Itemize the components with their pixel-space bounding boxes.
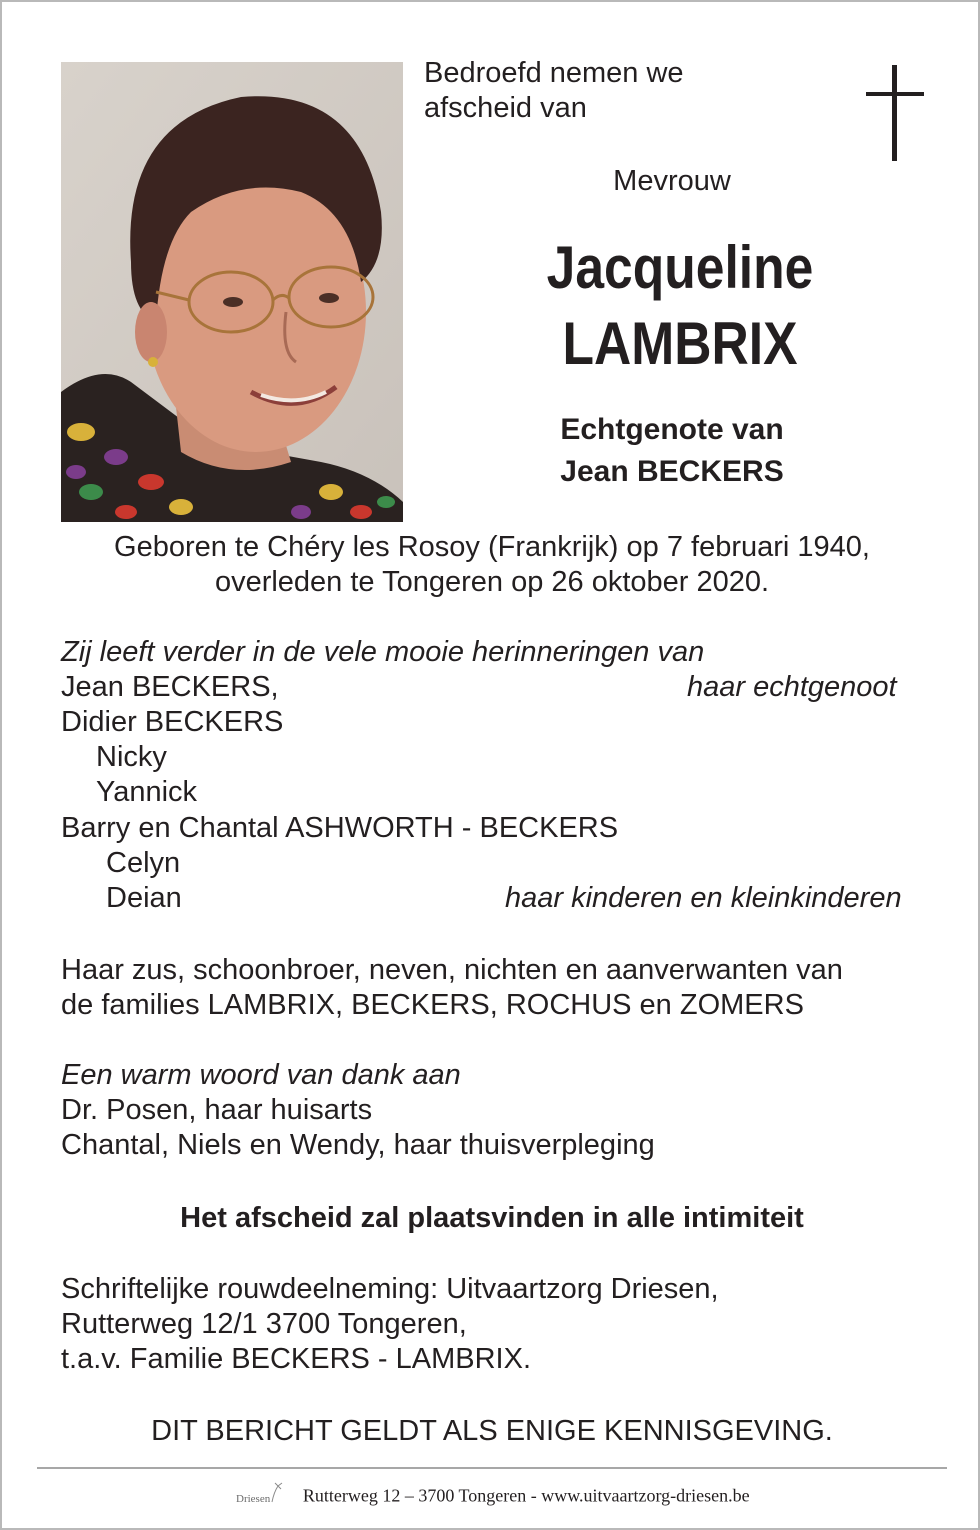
- thanks-line-2: Chantal, Niels en Wendy, haar thuisverpleging: [61, 1129, 655, 1161]
- condolence-line-2: Rutterweg 12/1 3700 Tongeren,: [61, 1308, 467, 1340]
- footer: [2, 1480, 980, 1515]
- relatives-line-2: de families LAMBRIX, BECKERS, ROCHUS en ZOMERS: [61, 989, 804, 1021]
- deceased-last-name: LAMBRIX: [562, 310, 798, 377]
- portrait-photo: [61, 62, 403, 522]
- cross-icon: [866, 65, 924, 161]
- grandchild-1: Nicky: [96, 741, 167, 773]
- portrait-image: [61, 62, 403, 522]
- child-2: Barry en Chantal ASHWORTH - BECKERS: [61, 812, 619, 844]
- husband-role: haar echtgenoot: [687, 671, 897, 703]
- intro-line-2: afscheid van: [424, 92, 587, 124]
- deceased-first-name: Jacqueline: [546, 234, 814, 301]
- salutation: Mevrouw: [613, 165, 731, 197]
- grandchild-3: Celyn: [106, 847, 181, 879]
- condolence-line-1: Schriftelijke rouwdeelneming: Uitvaartzorg Driesen,: [61, 1273, 719, 1305]
- birth-line: Geboren te Chéry les Rosoy (Frankrijk) op 7 februari 1940,: [114, 531, 870, 563]
- death-line: overleden te Tongeren op 26 oktober 2020.: [214, 566, 770, 598]
- intro-line-1: Bedroefd nemen we: [424, 57, 684, 89]
- grandchild-2: Yannick: [96, 776, 198, 808]
- footer-address: Rutterweg 12 – 3700 Tongeren - www.uitvaartzorg-driesen.be: [302, 1485, 750, 1506]
- memories-intro: Zij leeft verder in de vele mooie herinneringen van: [61, 636, 705, 668]
- logo-text: Driesen: [236, 1493, 271, 1505]
- condolence-line-3: t.a.v. Familie BECKERS - LAMBRIX.: [61, 1343, 532, 1375]
- spouse-line-1: Echtgenote van: [560, 413, 784, 446]
- footer-divider: [37, 1467, 947, 1469]
- thanks-intro: Een warm woord van dank aan: [61, 1059, 461, 1091]
- grandchild-4: Deian: [106, 882, 182, 914]
- notice: DIT BERICHT GELDT ALS ENIGE KENNISGEVING.: [151, 1415, 833, 1447]
- children-role: haar kinderen en kleinkinderen: [505, 882, 902, 914]
- relatives-line-1: Haar zus, schoonbroer, neven, nichten en aanverwanten van: [61, 954, 843, 986]
- farewell-statement: Het afscheid zal plaatsvinden in alle intimiteit: [180, 1202, 804, 1234]
- funeral-home-logo: [234, 1480, 286, 1515]
- thanks-line-1: Dr. Posen, haar huisarts: [61, 1094, 373, 1126]
- spouse-line-2: Jean BECKERS: [560, 455, 784, 488]
- child-1: Didier BECKERS: [61, 706, 284, 738]
- husband-name: Jean BECKERS,: [61, 671, 279, 703]
